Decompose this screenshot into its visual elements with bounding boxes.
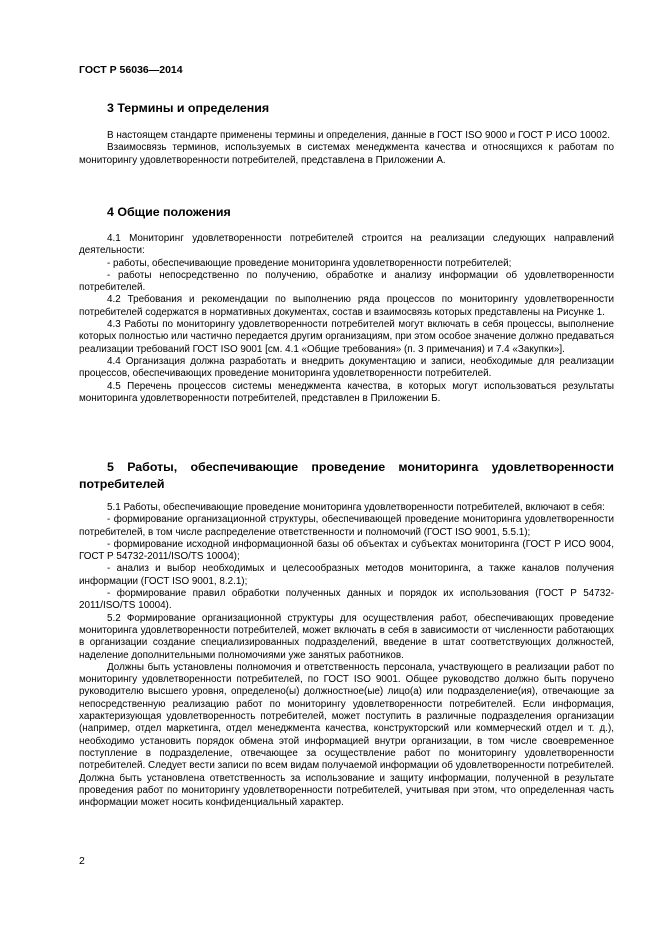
paragraph: 4.4 Организация должна разработать и внедрить документацию и записи, необходимые для реализации процессов, обеспечивающих проведение мониторинга удовлетворенности потребителей. <box>79 355 614 380</box>
document-header: ГОСТ Р 56036—2014 <box>79 64 183 76</box>
list-item: - формирование исходной информационной базы об объектах и субъектах мониторинга (ГОСТ Р ИСО 9004, ГОСТ Р 54732-2011/ISO/TS 10004); <box>79 538 614 563</box>
paragraph: В настоящем стандарте применены термины и определения, данные в ГОСТ ISO 9000 и ГОСТ Р ИСО 10002. <box>107 130 610 141</box>
paragraph: 4.3 Работы по мониторингу удовлетворенности потребителей могут включать в себя процессы, выполнение которых полностью или частично передается другим организациям, при этом особое значение должно предаваться реализации требований ГОСТ ISO 9001 [см. 4.1 «Общие требования» (п. 3 примечания) и 7.4 «Закупки»]. <box>79 319 614 355</box>
paragraph: 4.1 Мониторинг удовлетворенности потребителей строится на реализации следующих направлений деятельности: <box>79 233 614 257</box>
paragraph: 5.2 Формирование организационной структуры для осуществления работ, обеспечивающих проведение мониторинга удовлетворенности потребителей, может включать в себя в зависимости от численности работающих в организации создание специализированных подразделений, введение в штат соответствующих должностей, наделение дополнительными полномочиями уже занятых работников. <box>79 612 614 661</box>
section-4-title: 4 Общие положения <box>107 205 231 219</box>
section-3-body <box>79 130 614 167</box>
section-4-body <box>79 233 614 405</box>
section-5-title: 5 Работы, обеспечивающие проведение мониторинга удовлетворенности потребителей <box>79 460 614 491</box>
paragraph: Взаимосвязь терминов, используемых в системах менеджмента качества и относящихся к работам по мониторингу удовлетворенности потребителей, представлена в Приложении А. <box>79 142 614 166</box>
list-item: - анализ и выбор необходимых и целесообразных методов мониторинга, а также каналов получения информации (ГОСТ ISO 9001, 8.2.1); <box>79 563 614 587</box>
list-item: - работы, обеспечивающие проведение мониторинга удовлетворенности потребителей; <box>107 257 512 269</box>
page-number: 2 <box>79 855 85 867</box>
section-5-body <box>79 502 614 809</box>
list-item: - формирование организационной структуры, обеспечивающей проведение мониторинга удовлетворенности потребителей, в том числе распределение ответственности и полномочий (ГОСТ ISO 9001, 5.5.1); <box>79 514 614 538</box>
paragraph: Должны быть установлены полномочия и ответственность персонала, участвующего в реализации работ по мониторингу удовлетворенности потребителей, по ГОСТ ISO 9001. Общее руководство должно быть поручено руководителю высшего уровня, определено(ы) должностное(ые) лицо(а) или подразделение(ия), отвечающие за непосредственную реализацию работ по мониторингу удовлетворенности потребителей. Если информация, характеризующая удовлетворенность потребителей, может поступить в различные подразделения организации (например, отдел маркетинга, отдел менеджмента качества, конструкторский или коммерческий отдел и т. д.), необходимо установить порядок обмена этой информацией внутри организации, в том числе своевременное поступление в подразделение, отвечающее за осуществление работ по мониторингу удовлетворенности потребителей. Следует вести записи по всем видам получаемой информации об удовлетворенности потребителей. Должна быть установлена ответственность за использование и защиту информации, полученной в результате проведения работ по мониторингу удовлетворенности потребителей, учитывая при этом, что определенная часть информации может носить конфиденциальный характер. <box>79 661 614 809</box>
paragraph: 4.2 Требования и рекомендации по выполнению ряда процессов по мониторингу удовлетворенности потребителей содержатся в нормативных документах, состав и взаимосвязь которых представлены на Рисунке 1. <box>79 294 614 318</box>
list-item: - формирование правил обработки полученных данных и порядок их использования (ГОСТ Р 54732-2011/ISO/TS 10004). <box>79 588 614 612</box>
section-3-title: 3 Термины и определения <box>107 101 270 115</box>
list-item: - работы непосредственно по получению, обработке и анализу информации об удовлетворенности потребителей. <box>79 269 614 294</box>
paragraph: 4.5 Перечень процессов системы менеджмента качества, в которых могут использоваться результаты мониторинга удовлетворенности потребителей, представлен в Приложении Б. <box>79 380 614 404</box>
paragraph: 5.1 Работы, обеспечивающие проведение мониторинга удовлетворенности потребителей, включают в себя: <box>107 502 605 513</box>
